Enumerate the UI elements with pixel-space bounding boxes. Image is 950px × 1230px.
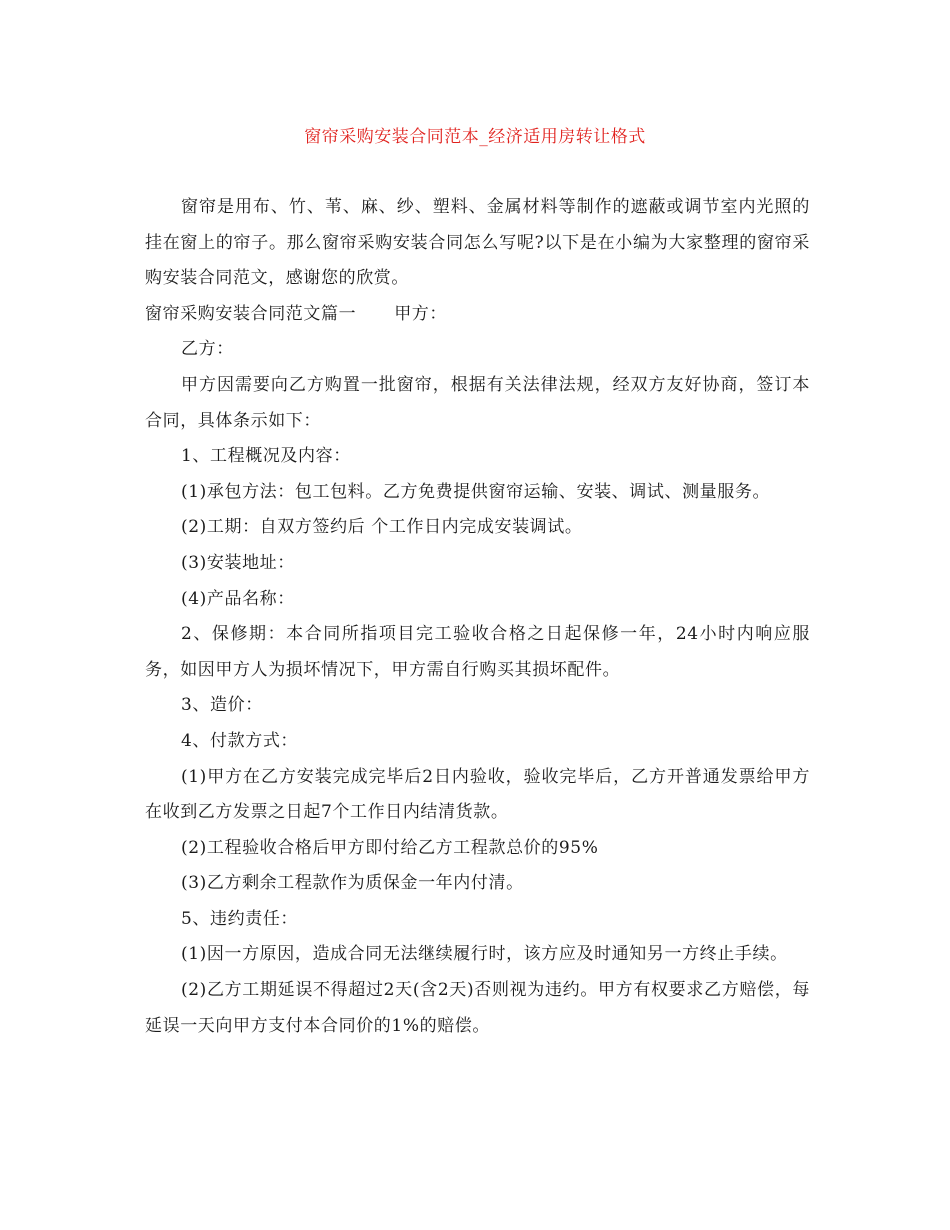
preamble-paragraph: 甲方因需要向乙方购置一批窗帘，根据有关法律法规，经双方友好协商，签订本合同，具体条示如下：	[145, 374, 810, 431]
clause-1-4: (4)产品名称：	[181, 588, 295, 609]
clause-3: 3、造价：	[181, 695, 263, 716]
document-body	[145, 190, 810, 1044]
clause-1-2: (2)工期：自双方签约后 个工作日内完成安装调试。	[181, 517, 583, 538]
clause-2: 2、保修期：本合同所指项目完工验收合格之日起保修一年，24小时内响应服务，如因甲方人为损坏情况下，甲方需自行购买其损坏配件。	[145, 624, 810, 680]
party-a-label: 甲方：	[394, 303, 448, 324]
clause-5-1: (1)因一方原因，造成合同无法继续履行时，该方应及时通知另一方终止手续。	[181, 944, 788, 965]
section-heading-line	[145, 297, 810, 333]
clause-1: 1、工程概况及内容：	[181, 446, 351, 467]
party-b-label: 乙方：	[181, 339, 234, 360]
clause-4-2: (2)工程验收合格后甲方即付给乙方工程款总价的95%	[181, 837, 599, 858]
document-title: 窗帘采购安装合同范本_经济适用房转让格式	[304, 127, 646, 147]
clause-4-1: (1)甲方在乙方安装完成完毕后2日内验收，验收完毕后，乙方开普通发票给甲方在收到乙方发票之日起7个工作日内结清货款。	[145, 766, 810, 823]
section-heading: 窗帘采购安装合同范文篇一	[145, 303, 357, 324]
clause-4-3: (3)乙方剩余工程款作为质保金一年内付清。	[181, 873, 524, 894]
clause-4: 4、付款方式：	[181, 730, 299, 751]
intro-paragraph: 窗帘是用布、竹、苇、麻、纱、塑料、金属材料等制作的遮蔽或调节室内光照的挂在窗上的帘子。那么窗帘采购安装合同怎么写呢?以下是在小编为大家整理的窗帘采购安装合同范文，感谢您的欣赏。	[145, 197, 810, 289]
clause-5: 5、违约责任：	[181, 908, 299, 929]
clause-1-3: (3)安装地址：	[181, 552, 295, 573]
clause-5-2: (2)乙方工期延误不得超过2天(含2天)否则视为违约。甲方有权要求乙方赔偿，每延误一天向甲方支付本合同价的1%的赔偿。	[145, 980, 810, 1036]
clause-1-1: (1)承包方法：包工包料。乙方免费提供窗帘运输、安装、调试、测量服务。	[181, 481, 771, 502]
